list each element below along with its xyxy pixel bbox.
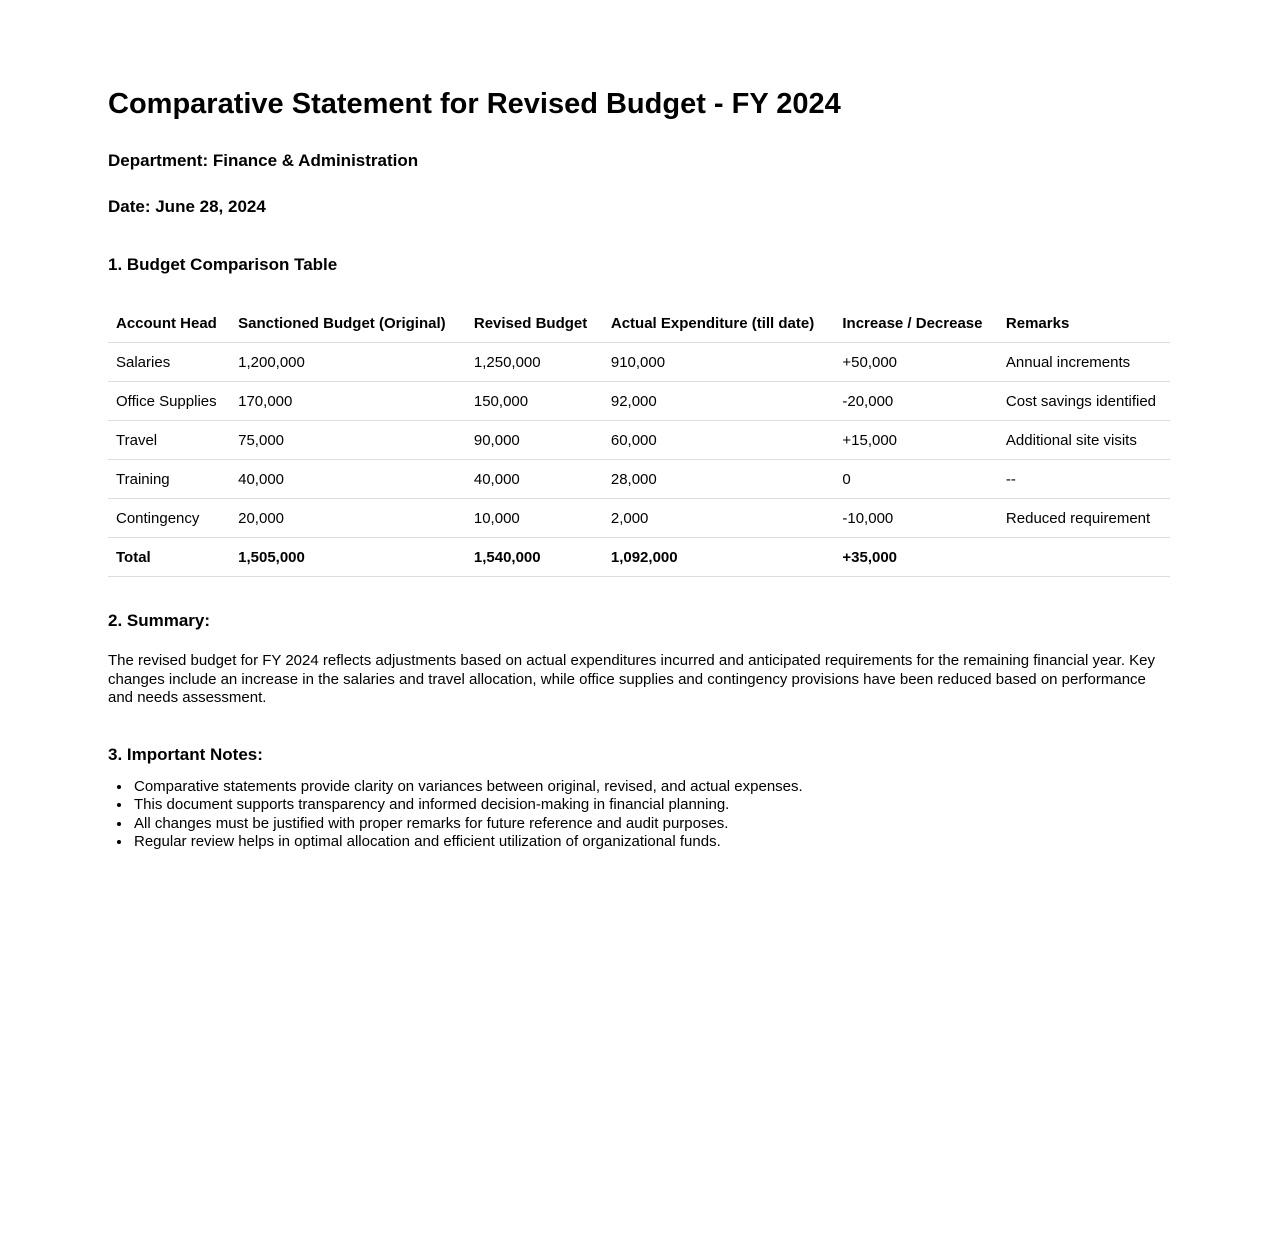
column-header-actual-expenditure: Actual Expenditure (till date) <box>603 304 835 343</box>
cell-remarks: Annual increments <box>998 343 1170 382</box>
note-item: • Regular review helps in optimal allocation and efficient utilization of organizational funds. <box>132 833 1170 852</box>
cell-account-head: Office Supplies <box>108 382 230 421</box>
notes-list <box>108 778 1170 852</box>
cell-actual-expenditure: 60,000 <box>603 421 835 460</box>
cell-increase-decrease: +15,000 <box>834 421 998 460</box>
cell-actual-expenditure: 910,000 <box>603 343 835 382</box>
cell-remarks: Additional site visits <box>998 421 1170 460</box>
cell-remarks: Cost savings identified <box>998 382 1170 421</box>
note-item: • This document supports transparency and informed decision-making in financial planning. <box>132 796 1170 815</box>
cell-total-revised-budget: 1,540,000 <box>466 538 603 577</box>
budget-table-heading: 1. Budget Comparison Table <box>108 255 338 274</box>
cell-account-head: Training <box>108 460 230 499</box>
cell-actual-expenditure: 92,000 <box>603 382 835 421</box>
column-header-account-head: Account Head <box>108 304 230 343</box>
table-row-total <box>108 538 1170 577</box>
cell-revised-budget: 90,000 <box>466 421 603 460</box>
department-line: Department: Finance & Administration <box>108 151 419 170</box>
table-row-salaries <box>108 343 1170 382</box>
note-item: • All changes must be justified with proper remarks for future reference and audit purposes. <box>132 815 1170 834</box>
summary-paragraph: The revised budget for FY 2024 reflects adjustments based on actual expenditures incurred and anticipated requirements for the remaining financial year. Key changes include an increase in the salaries and travel allocation, while office supplies and contingency provisions have been reduced based on performance and needs assessment. <box>108 652 1155 706</box>
cell-increase-decrease: -10,000 <box>834 499 998 538</box>
column-header-revised-budget: Revised Budget <box>466 304 603 343</box>
cell-revised-budget: 10,000 <box>466 499 603 538</box>
cell-revised-budget: 150,000 <box>466 382 603 421</box>
cell-total-remarks <box>998 538 1170 577</box>
table-header-row <box>108 304 1170 343</box>
column-header-sanctioned-budget: Sanctioned Budget (Original) <box>230 304 466 343</box>
cell-sanctioned-budget: 40,000 <box>230 460 466 499</box>
cell-account-head: Salaries <box>108 343 230 382</box>
budget-comparison-table <box>108 304 1170 577</box>
cell-sanctioned-budget: 20,000 <box>230 499 466 538</box>
date-line: Date: June 28, 2024 <box>108 197 266 216</box>
cell-sanctioned-budget: 1,200,000 <box>230 343 466 382</box>
table-row-contingency <box>108 499 1170 538</box>
note-item: • Comparative statements provide clarity on variances between original, revised, and actual expenses. <box>132 778 1170 797</box>
cell-account-head: Contingency <box>108 499 230 538</box>
cell-total-sanctioned-budget: 1,505,000 <box>230 538 466 577</box>
column-header-remarks: Remarks <box>998 304 1170 343</box>
cell-account-head: Travel <box>108 421 230 460</box>
cell-revised-budget: 1,250,000 <box>466 343 603 382</box>
summary-heading: 2. Summary: <box>108 611 211 630</box>
cell-increase-decrease: 0 <box>834 460 998 499</box>
cell-revised-budget: 40,000 <box>466 460 603 499</box>
cell-sanctioned-budget: 170,000 <box>230 382 466 421</box>
table-row-office-supplies <box>108 382 1170 421</box>
cell-total-increase-decrease: +35,000 <box>834 538 998 577</box>
cell-actual-expenditure: 2,000 <box>603 499 835 538</box>
cell-remarks: Reduced requirement <box>998 499 1170 538</box>
table-row-training <box>108 460 1170 499</box>
cell-sanctioned-budget: 75,000 <box>230 421 466 460</box>
cell-remarks: -- <box>998 460 1170 499</box>
cell-increase-decrease: -20,000 <box>834 382 998 421</box>
cell-total-label: Total <box>108 538 230 577</box>
cell-actual-expenditure: 28,000 <box>603 460 835 499</box>
notes-heading: 3. Important Notes: <box>108 744 263 764</box>
cell-total-actual-expenditure: 1,092,000 <box>603 538 835 577</box>
page-title: Comparative Statement for Revised Budget - FY 2024 <box>108 88 841 120</box>
table-row-travel <box>108 421 1170 460</box>
column-header-increase-decrease: Increase / Decrease <box>834 304 998 343</box>
cell-increase-decrease: +50,000 <box>834 343 998 382</box>
